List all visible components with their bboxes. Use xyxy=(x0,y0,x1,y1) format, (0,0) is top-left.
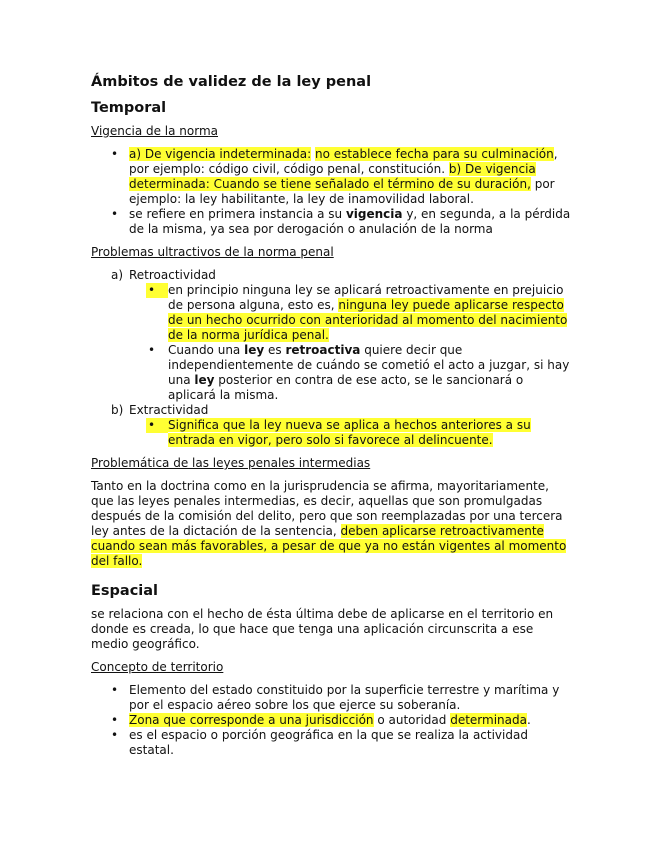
list-item: • es el espacio o porción geográfica en la que se realiza la actividad estatal. xyxy=(91,728,571,758)
subheading-territorio: Concepto de territorio xyxy=(91,660,224,674)
list-item: • Cuando una ley es retroactiva quiere decir que independientemente de cuándo se cometió el acto a juzgar, si hay una ley posterior en contra de ese acto, se le sancionará o aplicará la misma. xyxy=(91,343,571,403)
subheading-vigencia: Vigencia de la norma xyxy=(91,124,219,138)
document-page xyxy=(91,72,571,758)
section-heading-temporal: Temporal xyxy=(91,100,167,116)
list-item-extractividad: b) Extractividad xyxy=(111,403,209,417)
list-item: • Elemento del estado constituido por la superficie terrestre y marítima y por el espacio aéreo sobre los que ejerce su soberanía. xyxy=(91,683,571,713)
list-item-retroactividad: a) Retroactividad xyxy=(111,268,216,282)
extractividad-sublist xyxy=(91,418,571,448)
list-item: • en principio ninguna ley se aplicará retroactivamente en prejuicio de persona alguna, esto es, ninguna ley puede aplicarse respecto de un hecho ocurrido con anterioridad al momento del nacimiento de la norma jurídica penal. xyxy=(91,283,571,343)
list-item: • Significa que la ley nueva se aplica a hechos anteriores a su entrada en vigor, pero solo si favorece al delincuente. xyxy=(91,418,571,448)
list-item: • se refiere en primera instancia a su vigencia y, en segunda, a la pérdida de la misma, ya sea por derogación o anulación de la norma xyxy=(91,207,571,237)
subheading-ultractivos: Problemas ultractivos de la norma penal xyxy=(91,245,334,259)
document-title: Ámbitos de validez de la ley penal xyxy=(91,74,372,90)
paragraph-intermedias: Tanto en la doctrina como en la jurisprudencia se afirma, mayoritariamente, que las leyes penales intermedias, es decir, aquellas que son promulgadas después de la comisión del delito, pero que son reemplazadas por una tercera ley antes de la dictación de la sentencia, deben aplicarse retroactivamente cuando sean más favorables, a pesar de que ya no están vigentes al momento del fallo. xyxy=(91,479,567,568)
paragraph-espacial: se relaciona con el hecho de ésta última debe de aplicarse en el territorio en donde es creada, lo que hace que tenga una aplicación circunscrita a ese medio geográfico. xyxy=(91,607,554,651)
subheading-intermedias: Problemática de las leyes penales intermedias xyxy=(91,456,371,470)
ultractivos-list xyxy=(91,268,571,448)
list-item: • Zona que corresponde a una jurisdicción o autoridad determinada. xyxy=(91,713,571,728)
list-item: • a) De vigencia indeterminada: no establece fecha para su culminación, por ejemplo: código civil, código penal, constitución. b) De vigencia determinada: Cuando se tiene señalado el término de su duración, por ejemplo: la ley habilitante, la ley de inamovilidad laboral. xyxy=(91,147,571,207)
vigencia-list xyxy=(91,147,571,237)
retroactividad-sublist xyxy=(91,283,571,403)
section-heading-espacial: Espacial xyxy=(91,583,159,599)
territorio-list xyxy=(91,683,571,758)
